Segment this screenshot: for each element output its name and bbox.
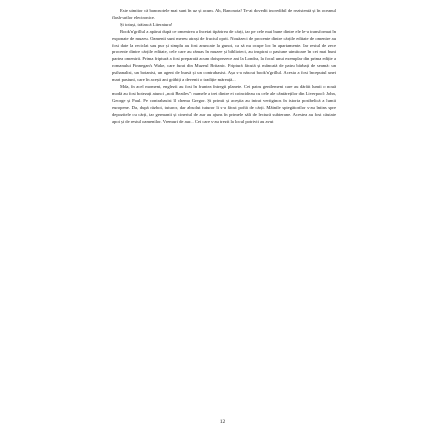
page-number: 12: [219, 419, 226, 425]
paragraph-1: Este uimitor că bancnotele mai sunt în uz și acum. Ah, Bancnota! Te-ai dovedit incredibil de rezistentă și în oceanul flash-urilor electronice.: [112, 8, 336, 20]
body-text: [112, 8, 336, 125]
paragraph-4: Mda, în acel moment, englezii au fost în fruntea întregii planete. Cei patru gentlemeni care au dărâit lumii o nouă modă au fost botezați atunci „noii Beatles”: numele a trei dintre ei coincideau cu cele ale cântăreților din Liverpool: John, George și Paul. Pe contrabasist îl chema Gregor. Și primii și aceștia au intrat vertiginos în istoria postbelică a lumii europene. Da, după război, tuturor, dar absolut tuturor li s-a făcut poftă de cărți. Mâinile spiegătorilor s-au întins spre depozitele cu cărți, iar germanii și cineriul de aur au ajuns în primele săli de lectură subterane. Acestea au fost căutate apoi și de restul oamenilor. Vremuri de aur... Cei care s-au trezit la locul potrivit au avut: [112, 83, 336, 124]
paragraph-2: Și totuși, trăiască Literatura!: [120, 21, 173, 27]
paragraph-3: Book'n'grillul a apărut după ce omenirea a încetat tipărirea de cărți, iar pe cele mai bune dintre ele le-a transformat în exponate de muzeu. Oamenii sunt mereu atrași de fructul oprit. Nouăzeci de procente dintre cărțile editate de omenire au fost date la reciclat sau pur și simplu au fost aruncate la gunoi, ca să nu ocupe loc în apartamente. Iar restul de zece procente dintre cărțile editate, cele care au rămas în muzee și biblioteci, au inspirat o pasiune uimitoare în cei mai buni partea omenirii. Prima friptură a fost preparată acum doisprezece ani la Londra, la focul unui exemplar din prima ediție a romanului Finnegan's Wake, care furat din Muzeul Britanic. Friptură făcută și mâncată de patru bărbați de seamă: un psihanalist, un botanist, un agent de bursă și un contrabasist. Așa s-a născut book'n'grillul. Acesta a fost începutul unei mari pasiuni, care în acești ani grăbiți a devenit o tradiție măreață...: [112, 28, 336, 83]
